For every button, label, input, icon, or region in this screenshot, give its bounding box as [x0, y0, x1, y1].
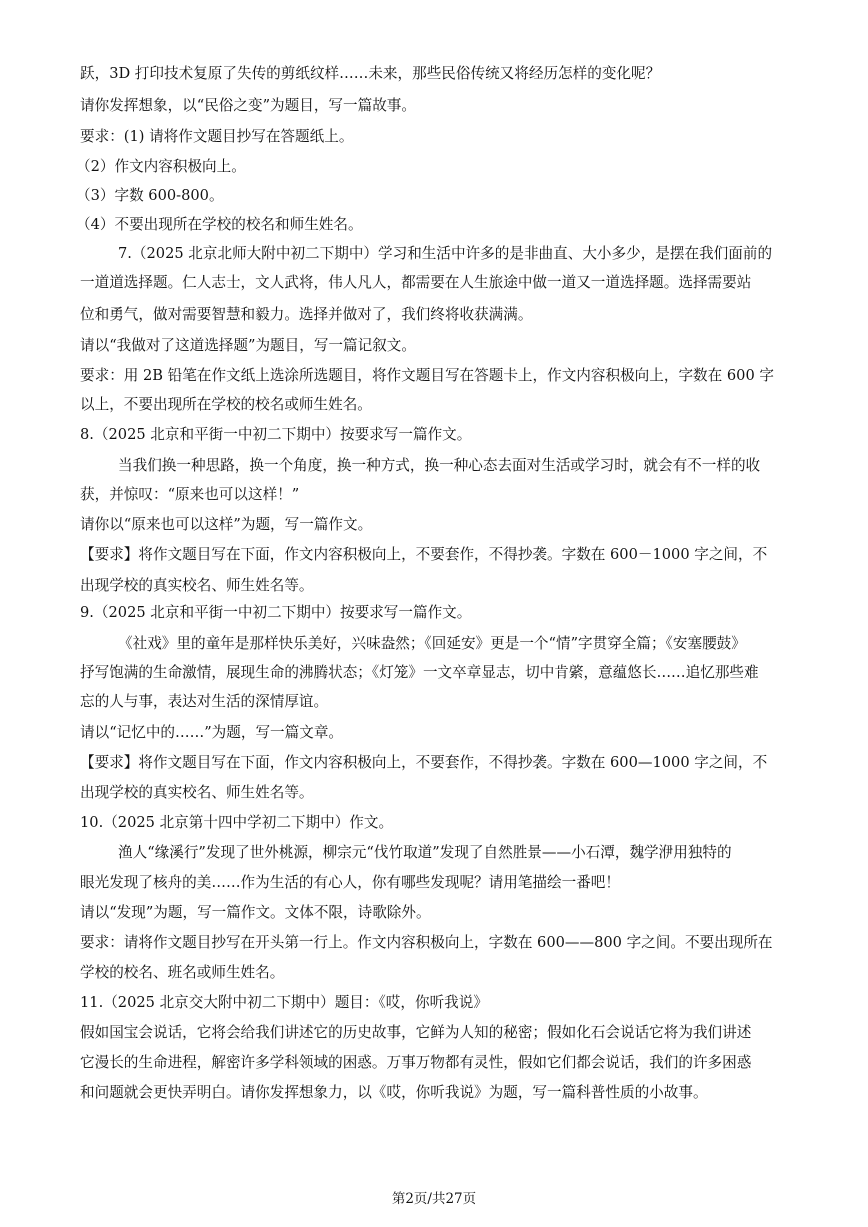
question-heading: 7.（2025 北京北师大附中初二下期中）学习和生活中许多的是非曲直、大小多少，是摆在我们面前的 [118, 245, 773, 262]
text-line: 《社戏》里的童年是那样快乐美好，兴味盎然；《回延安》更是一个“情”字贯穿全篇；《安塞腰鼓》 [118, 635, 746, 652]
text-line: 请以“发现”为题，写一篇作文。文体不限，诗歌除外。 [80, 904, 431, 921]
question-heading: 10.（2025 北京第十四中学初二下期中）作文。 [80, 814, 394, 831]
question-heading: 11.（2025 北京交大附中初二下期中）题目：《哎，你听我说》 [80, 994, 488, 1011]
text-line: 出现学校的真实校名、师生姓名等。 [80, 784, 314, 801]
text-line: 当我们换一种思路，换一个角度，换一种方式，换一种心态去面对生活或学习时，就会有不一样的收 [118, 457, 761, 474]
text-line: 和问题就会更快弄明白。请你发挥想象力，以《哎，你听我说》为题，写一篇科普性质的小故事。 [80, 1084, 708, 1101]
text-line: 要求：用 2B 铅笔在作文纸上选涂所选题目，将作文题目写在答题卡上，作文内容积极向上，字数在 600 字 [80, 367, 774, 384]
text-line: （2）作文内容积极向上。 [76, 158, 246, 175]
text-line: 忘的人与事，表达对生活的深情厚谊。 [80, 693, 329, 710]
text-line: 请你发挥想象，以“民俗之变”为题目，写一篇故事。 [80, 97, 416, 114]
text-line: 假如国宝会说话，它将会给我们讲述它的历史故事，它鲜为人知的秘密；假如化石会说话它将为我们讲述 [80, 1024, 752, 1041]
text-line: 眼光发现了核舟的美……作为生活的有心人，你有哪些发现呢？请用笔描绘一番吧！ [80, 874, 620, 891]
text-line: 请你以“原来也可以这样”为题，写一篇作文。 [80, 516, 373, 533]
text-line: 跃，3D 打印技术复原了失传的剪纸纹样……未来，那些民俗传统又将经历怎样的变化呢？ [80, 65, 661, 82]
text-line: 出现学校的真实校名、师生姓名等。 [80, 577, 314, 594]
text-line: 请以“记忆中的……”为题，写一篇文章。 [80, 724, 344, 741]
text-line: 一道道选择题。仁人志士，文人武将，伟人凡人，都需要在人生旅途中做一道又一道选择题。选择需要站 [80, 274, 752, 291]
text-line: 学校的校名、班名或师生姓名。 [80, 964, 285, 981]
text-line: 渔人“缘溪行”发现了世外桃源，柳宗元“伐竹取道”发现了自然胜景——小石潭，魏学洢用独特的 [118, 844, 732, 861]
text-line: 以上，不要出现所在学校的校名或师生姓名。 [80, 396, 372, 413]
question-heading: 8.（2025 北京和平街一中初二下期中）按要求写一篇作文。 [80, 426, 472, 443]
text-line: 要求：(1) 请将作文题目抄写在答题纸上。 [80, 128, 354, 145]
text-line: 请以“我做对了这道选择题”为题目，写一篇记叙文。 [80, 337, 416, 354]
text-line: 抒写饱满的生命激情，展现生命的沸腾状态；《灯笼》一文卒章显志，切中肯綮，意蕴悠长……追忆那些难 [80, 664, 759, 681]
question-heading: 9.（2025 北京和平街一中初二下期中）按要求写一篇作文。 [80, 604, 472, 621]
text-line: 位和勇气，做对需要智慧和毅力。选择并做对了，我们终将收获满满。 [80, 306, 533, 323]
text-line: 获，并惊叹：“原来也可以这样！” [80, 486, 300, 503]
text-line: 它漫长的生命进程，解密许多学科领域的困惑。万事万物都有灵性，假如它们都会说话，我们的许多困惑 [80, 1054, 752, 1071]
text-line: （3）字数 600-800。 [76, 187, 224, 204]
text-line: 要求：请将作文题目抄写在开头第一行上。作文内容积极向上，字数在 600——800 字之间。不要出现所在 [80, 934, 773, 951]
text-line: 【要求】将作文题目写在下面，作文内容积极向上，不要套作，不得抄袭。字数在 600—1000 字之间，不 [80, 754, 768, 771]
page-number: 第2页/共27页 [391, 1191, 477, 1207]
text-line: 【要求】将作文题目写在下面，作文内容积极向上，不要套作，不得抄袭。字数在 600－1000 字之间，不 [80, 546, 768, 563]
text-line: （4）不要出现所在学校的校名和师生姓名。 [76, 216, 363, 233]
